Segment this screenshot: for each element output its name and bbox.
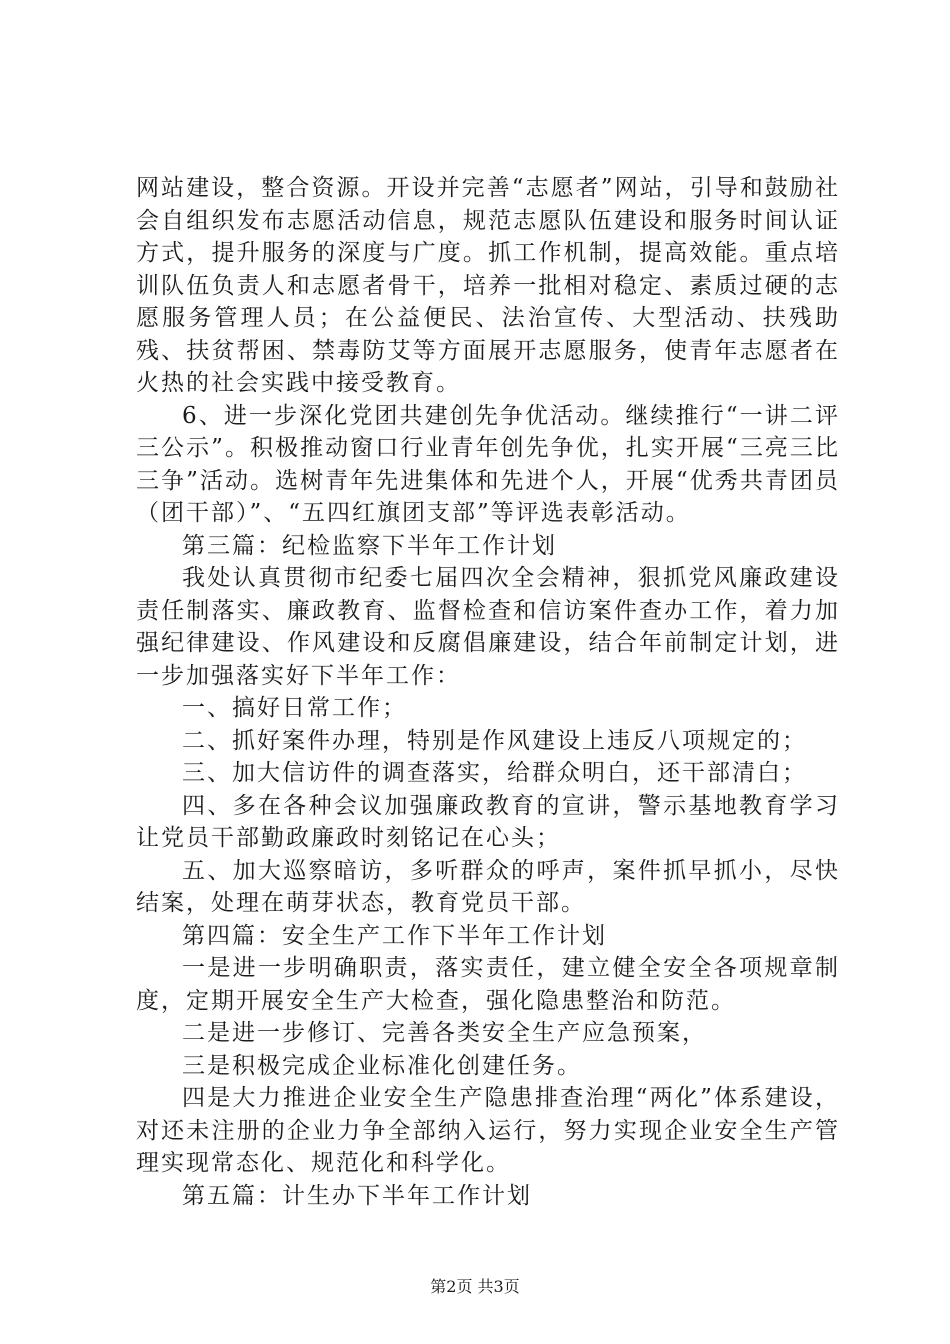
safety-item-4: 四是大力推进企业安全生产隐患排查治理“两化”体系建设，对还未注册的企业力争全部纳入运行，努力实现企业安全生产管理实现常态化、规范化和科学化。 xyxy=(136,1085,840,1176)
safety-item-1: 一是进一步明确职责，落实责任，建立健全安全各项规章制度，定期开展安全生产大检查，强化隐患整治和防范。 xyxy=(136,955,840,1014)
paragraph-volunteer-website: 网站建设，整合资源。开设并完善“志愿者”网站，引导和鼓励社会自组织发布志愿活动信息，规范志愿队伍建设和服务时间认证方式，提升服务的深度与广度。抓工作机制，提高效能。重点培训队伍负责人和志愿者骨干，培养一批相对稳定、素质过硬的志愿服务管理人员；在公益便民、法治宣传、大型活动、扶残助残、扶贫帮困、禁毒防艾等方面展开志愿服务，使青年志愿者在火热的社会实践中接受教育。 xyxy=(136,175,840,396)
paragraph-section-3-intro: 我处认真贯彻市纪委七届四次全会精神，狠抓党风廉政建设责任制落实、廉政教育、监督检查和信访案件查办工作，着力加强纪律建设、作风建设和反腐倡廉建设，结合年前制定计划，进一步加强落实好下半年工作： xyxy=(136,565,840,689)
list-item-5: 五、加大巡察暗访，多听群众的呼声，案件抓早抓小，尽快结案，处理在萌芽状态，教育党员干部。 xyxy=(136,857,840,916)
list-item-2: 二、抓好案件办理，特别是作风建设上违反八项规定的； xyxy=(182,727,807,754)
section-heading-4: 第四篇：安全生产工作下半年工作计划 xyxy=(182,922,607,949)
safety-item-2: 二是进一步修订、完善各类安全生产应急预案， xyxy=(182,1020,707,1046)
section-heading-5: 第五篇：计生办下半年工作计划 xyxy=(182,1182,532,1209)
section-heading-3: 第三篇：纪检监察下半年工作计划 xyxy=(182,532,557,559)
page-number-footer: 第2页 共3页 xyxy=(430,1277,520,1296)
safety-item-3: 三是积极完成企业标准化创建任务。 xyxy=(182,1052,582,1079)
document-body xyxy=(136,172,840,1212)
list-item-1: 一、搞好日常工作； xyxy=(182,695,407,721)
paragraph-item-6: 6、进一步深化党团共建创先争优活动。继续推行“一讲二评三公示”。积极推动窗口行业青年创先争优，扎实开展“三亮三比三争”活动。选树青年先进集体和先进个人，开展“优秀共青团员（团干部）”、“五四红旗团支部”等评选表彰活动。 xyxy=(136,402,840,526)
list-item-3: 三、加大信访件的调查落实，给群众明白，还干部清白； xyxy=(182,760,807,786)
list-item-4: 四、多在各种会议加强廉政教育的宣讲，警示基地教育学习让党员干部勤政廉政时刻铭记在心头； xyxy=(136,792,840,851)
